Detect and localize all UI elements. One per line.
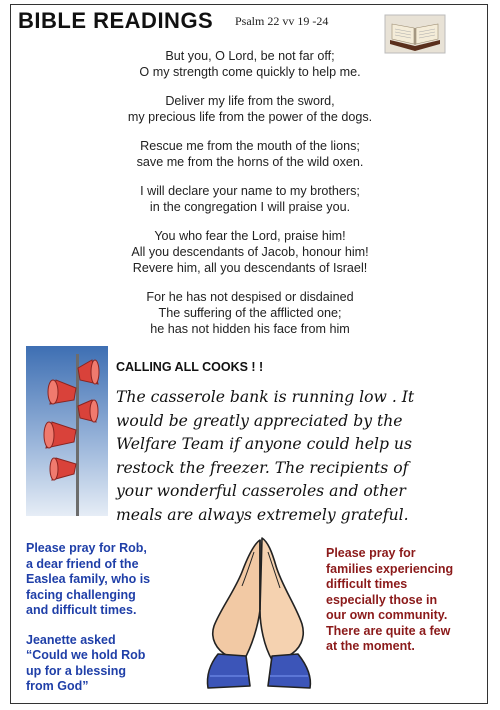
verse-line: You who fear the Lord, praise him! — [154, 229, 346, 243]
cooks-line: would be greatly appreciated by the — [116, 411, 403, 430]
page-title: BIBLE READINGS — [18, 8, 214, 33]
prayer-line: difficult times — [326, 577, 408, 591]
verse-line: save me from the horns of the wild oxen. — [136, 155, 364, 169]
verse-line: O my strength come quickly to help me. — [139, 65, 361, 79]
cooks-heading: CALLING ALL COOKS ! ! — [116, 360, 264, 374]
prayer-line: Please pray for Rob, — [26, 541, 147, 555]
cooks-message — [116, 386, 486, 527]
psalm-text — [60, 48, 440, 350]
prayer-line: at the moment. — [326, 639, 415, 653]
prayer-line: facing challenging — [26, 587, 136, 602]
prayer-line: There are quite a few — [326, 623, 451, 638]
verse-line: All you descendants of Jacob, honour him! — [131, 245, 369, 259]
verse-line: Revere him, all you descendants of Israel! — [132, 261, 368, 275]
scripture-reference: Psalm 22 vv 19 -24 — [235, 14, 329, 28]
quote-line: from God” — [26, 679, 89, 693]
verse-line: Deliver my life from the sword, — [165, 94, 335, 108]
prayer-line: especially those in — [326, 592, 438, 607]
cooks-line: meals are always extremely grateful. — [116, 505, 409, 524]
prayer-request-rob — [26, 541, 196, 695]
quote-line: “Could we hold Rob — [26, 648, 146, 662]
cooks-line: restock the freezer. The recipients of — [116, 458, 409, 477]
prayer-line: a dear friend of the — [26, 556, 139, 571]
prayer-request-families — [326, 546, 491, 655]
prayer-line: families experiencing — [326, 561, 454, 576]
verse-line: For he has not despised or disdained — [146, 290, 354, 304]
verse-line: Rescue me from the mouth of the lions; — [140, 139, 360, 153]
verse-line: he has not hidden his face from him — [150, 322, 350, 336]
verse-stanza — [60, 183, 440, 215]
loudspeakers-image — [26, 346, 108, 516]
cooks-line: Welfare Team if anyone could help us — [116, 435, 412, 453]
praying-hands-image — [198, 526, 320, 696]
prayer-line: and difficult times. — [26, 603, 137, 617]
verse-line: in the congregation I will praise you. — [149, 200, 351, 214]
verse-line: I will declare your name to my brothers; — [140, 184, 360, 198]
quote-line: Jeanette asked — [26, 632, 116, 647]
prayer-line: Please pray for — [326, 546, 416, 560]
verse-stanza — [60, 138, 440, 170]
verse-line: The suffering of the afflicted one; — [158, 306, 342, 320]
verse-stanza — [60, 289, 440, 337]
verse-stanza — [60, 93, 440, 125]
cooks-line: your wonderful casseroles and other — [116, 482, 406, 500]
quote-line: up for a blessing — [26, 663, 127, 678]
verse-stanza — [60, 48, 440, 80]
cooks-line: The casserole bank is running low . It — [116, 388, 415, 406]
verse-line: But you, O Lord, be not far off; — [165, 49, 335, 63]
verse-line: my precious life from the power of the dogs. — [127, 110, 373, 124]
verse-stanza — [60, 228, 440, 276]
prayer-line: Easlea family, who is — [26, 572, 151, 586]
prayer-line: our own community. — [326, 608, 448, 622]
